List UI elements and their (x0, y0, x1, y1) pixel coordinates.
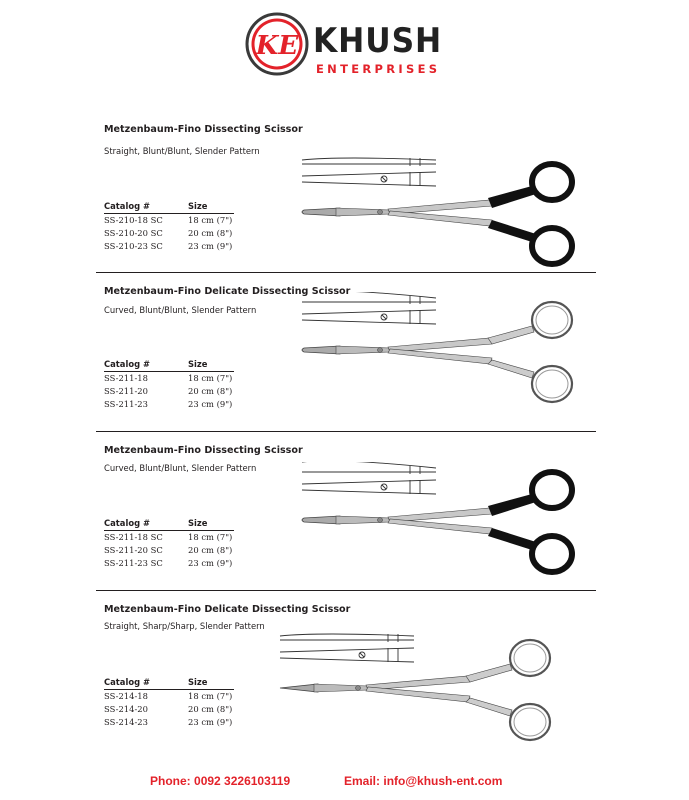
blade-closeup-sketch (302, 172, 436, 186)
catalog-table (104, 200, 234, 253)
scissor-main (280, 640, 550, 740)
header-catalog: Catalog # (104, 359, 151, 369)
product-title: Metzenbaum-Fino Dissecting Scissor (104, 445, 303, 456)
blade-profile-sketch (302, 462, 436, 474)
catalog-row (104, 398, 234, 411)
product-title: Metzenbaum-Fino Delicate Dissecting Scissor (104, 604, 351, 615)
catalog-size: 23 cm (9") (188, 399, 233, 409)
catalog-row (104, 372, 234, 385)
blade-closeup-sketch (280, 648, 414, 662)
catalog-row (104, 703, 234, 716)
product-title: Metzenbaum-Fino Delicate Dissecting Scissor (104, 286, 351, 297)
phone-label: Phone: (150, 774, 191, 788)
catalog-number: SS-211-20 (104, 386, 148, 396)
product-subtitle: Curved, Blunt/Blunt, Slender Pattern (104, 463, 257, 473)
catalog-size: 18 cm (7") (188, 532, 233, 542)
catalog-row (104, 214, 234, 227)
section-divider (96, 590, 596, 591)
logo-monogram-icon (245, 12, 309, 76)
header-size: Size (188, 518, 208, 528)
catalog-number: SS-210-20 SC (104, 228, 163, 238)
header-size: Size (188, 359, 208, 369)
scissor-image (300, 462, 600, 606)
catalog-size: 20 cm (8") (188, 386, 233, 396)
catalog-size: 18 cm (7") (188, 215, 233, 225)
catalog-size: 18 cm (7") (188, 691, 233, 701)
catalog-number: SS-211-18 SC (104, 532, 163, 542)
catalog-number: SS-211-20 SC (104, 545, 163, 555)
catalog-table (104, 676, 234, 729)
catalog-row (104, 544, 234, 557)
product-subtitle: Curved, Blunt/Blunt, Slender Pattern (104, 305, 257, 315)
catalog-row (104, 716, 234, 729)
catalog-table-header (104, 676, 234, 690)
product-subtitle: Straight, Blunt/Blunt, Slender Pattern (104, 146, 260, 156)
catalog-row (104, 240, 234, 253)
scissor-main (302, 472, 572, 572)
brand-tagline: ENTERPRISES (316, 62, 441, 76)
product-subtitle: Straight, Sharp/Sharp, Slender Pattern (104, 621, 265, 631)
phone-value[interactable]: 0092 3226103119 (194, 774, 291, 788)
scissor-image (300, 154, 600, 298)
section-divider (96, 272, 596, 273)
catalog-size: 23 cm (9") (188, 241, 233, 251)
catalog-number: SS-211-23 SC (104, 558, 163, 568)
catalog-row (104, 690, 234, 703)
catalog-size: 20 cm (8") (188, 228, 233, 238)
catalog-number: SS-210-18 SC (104, 215, 163, 225)
blade-profile-sketch (280, 634, 414, 642)
catalog-number: SS-214-18 (104, 691, 148, 701)
catalog-number: SS-214-23 (104, 717, 148, 727)
footer-email (344, 774, 502, 788)
blade-closeup-sketch (302, 480, 436, 494)
email-label: Email: (344, 774, 381, 788)
section-divider (96, 431, 596, 432)
catalog-row (104, 531, 234, 544)
catalog-table-header (104, 517, 234, 531)
catalog-row (104, 385, 234, 398)
catalog-row (104, 227, 234, 240)
brand-name: KHUSH (313, 21, 443, 61)
scissor-image (278, 630, 578, 774)
svg-text:KE: KE (255, 31, 299, 61)
catalog-size: 23 cm (9") (188, 717, 233, 727)
catalog-table-header (104, 200, 234, 214)
catalog-table (104, 358, 234, 411)
scissor-illustration (300, 154, 600, 294)
catalog-number: SS-214-20 (104, 704, 148, 714)
catalog-size: 18 cm (7") (188, 373, 233, 383)
blade-profile-sketch (302, 292, 436, 304)
scissor-main (302, 164, 572, 264)
blade-profile-sketch (302, 158, 436, 166)
catalog-size: 20 cm (8") (188, 704, 233, 714)
email-value[interactable]: info@khush-ent.com (383, 774, 503, 788)
header-catalog: Catalog # (104, 201, 151, 211)
catalog-size: 20 cm (8") (188, 545, 233, 555)
scissor-main (302, 302, 572, 402)
catalog-table (104, 517, 234, 570)
catalog-size: 23 cm (9") (188, 558, 233, 568)
catalog-table-header (104, 358, 234, 372)
scissor-illustration (278, 630, 578, 770)
catalog-number: SS-211-18 (104, 373, 148, 383)
header-catalog: Catalog # (104, 518, 151, 528)
catalog-row (104, 557, 234, 570)
product-title: Metzenbaum-Fino Dissecting Scissor (104, 124, 303, 135)
header-size: Size (188, 677, 208, 687)
blade-closeup-sketch (302, 310, 436, 324)
scissor-image (300, 292, 600, 436)
catalog-number: SS-210-23 SC (104, 241, 163, 251)
catalog-number: SS-211-23 (104, 399, 148, 409)
footer-phone (150, 774, 290, 788)
scissor-illustration (300, 292, 600, 432)
header-catalog: Catalog # (104, 677, 151, 687)
scissor-illustration (300, 462, 600, 602)
brand-logo (245, 12, 455, 82)
header-size: Size (188, 201, 208, 211)
